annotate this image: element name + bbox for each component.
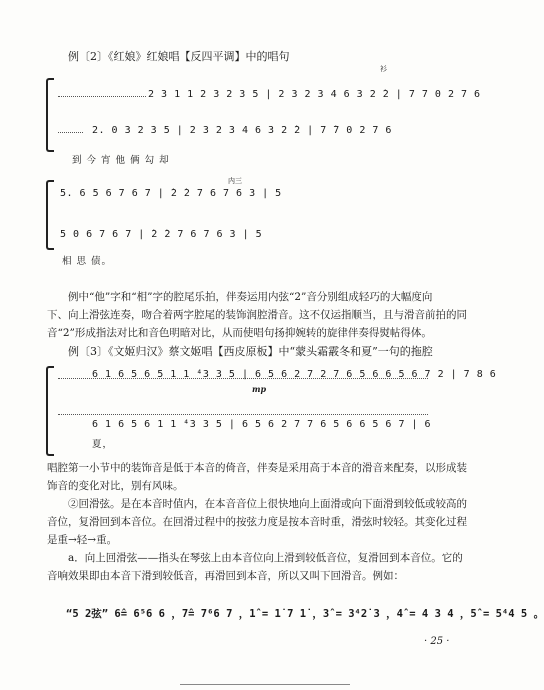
- example-3-caption: 例〔3〕《文姬归汉》蔡文姬唱【西皮原板】中“蒙头霜霰冬和夏”一句的拖腔: [68, 345, 433, 358]
- score-row-lower: 6 1 6 5 6 1 1 ⁴3 3 5 | 6 5 6 2 7 7 6 5 6 6 5 6 7 | 6: [92, 419, 432, 430]
- ornament-mark: 衫: [380, 65, 387, 73]
- example-2-caption: 例〔2〕《红娘》红娘唱【反四平调】中的唱句: [68, 50, 290, 63]
- system-brace: [46, 366, 54, 456]
- staff-dotted-line: [58, 132, 83, 133]
- paragraph-line: a．向上回滑弦——指头在琴弦上由本音位向上滑到较低音位，复滑回到本音位。它的: [68, 552, 463, 564]
- paragraph-line: ②回滑弦。是在本音时值内，在本音音位上很快地向上面滑或向下面滑到较低或较高的: [68, 498, 467, 510]
- staff-dotted-line: [58, 414, 428, 415]
- system-brace: [46, 78, 54, 152]
- dynamic-marking: mp: [252, 384, 267, 394]
- score-row-upper: 2 3 1 1 2 3 2 3 5 | 2 3 2 3 4 6 3 2 ̇2 | 7 7 0 2 7 6: [148, 89, 481, 100]
- paragraph-line: 音响效果即由本音下滑到较低音，再滑回到本音，所以又叫下回滑音。例如：: [47, 570, 404, 582]
- score-row-lower: 5 0 6 7 6 7 | ̇2 ̇2 7 6 7 6 3 | 5: [60, 229, 263, 240]
- paragraph-line: 饰音的变化对比，别有风味。: [47, 480, 184, 492]
- lyrics-row: 相 思 债。: [62, 256, 113, 267]
- page-number: · 25 ·: [424, 636, 450, 647]
- score-row-upper: 5. 6 5 6 7 6 7 | ̇2 ̇2 7 6 7 6 3 | 5: [60, 188, 282, 199]
- lyrics-row: 到 今 宵 他 俩 勾 却: [72, 155, 170, 166]
- score-row-upper: 6 1 6 5 6 5 1 1 ⁴3 3 5 | 6 5 6 2 7 2 7 6 5 6 6 5 6 7 2 | 7 8 6: [92, 369, 497, 380]
- paragraph-line: 音“2̇”形成指法对比和音色明暗对比，从而使唱句扬抑婉转的旋律伴奏得熨帖得体。: [47, 327, 432, 339]
- lyrics-row: 夏，: [92, 439, 114, 450]
- score-row-lower: 2. 0 3 2 3 5 | 2 3 2 3 4 6 3 2 ̇2 | 7 ̇7 0 2 7 6: [92, 125, 392, 136]
- paragraph-line: 下、向上滑弦连奏，吻合着两字腔尾的装饰润腔滑音。这不仅运指顺当，且与滑音前拍的同: [47, 309, 467, 321]
- staff-dotted-line: [58, 96, 146, 97]
- slide-examples-line: “5 2̇弦” 6̂= 6⁵6 6 ，7̂= 7⁶6 7 ，1̂ = 1̇ 7 1̇ ，3̂ = 3⁴2̇ 3 ，4̂ = 4 3 4 ，5̂ = 5⁴4 5 。: [66, 608, 544, 620]
- paragraph-line: 唱腔第一小节中的装饰音是低于本音的倚音，伴奏是采用高于本音的滑音来配奏，以形成装: [47, 462, 467, 474]
- paragraph-line: 例中“他”字和“相”字的腔尾乐拍，伴奏运用内弦“2̇”音分别组成轻巧的大幅度向: [68, 291, 433, 303]
- paragraph-line: 是重→轻→重。: [47, 534, 118, 546]
- paragraph-line: 音位，复滑回到本音位。在回滑过程中的按弦力度是按本音时重，滑弦时较轻。其变化过程: [47, 516, 467, 528]
- ornament-mark: 内三: [228, 177, 242, 185]
- system-brace: [46, 180, 54, 250]
- scan-edge-line: [180, 684, 350, 685]
